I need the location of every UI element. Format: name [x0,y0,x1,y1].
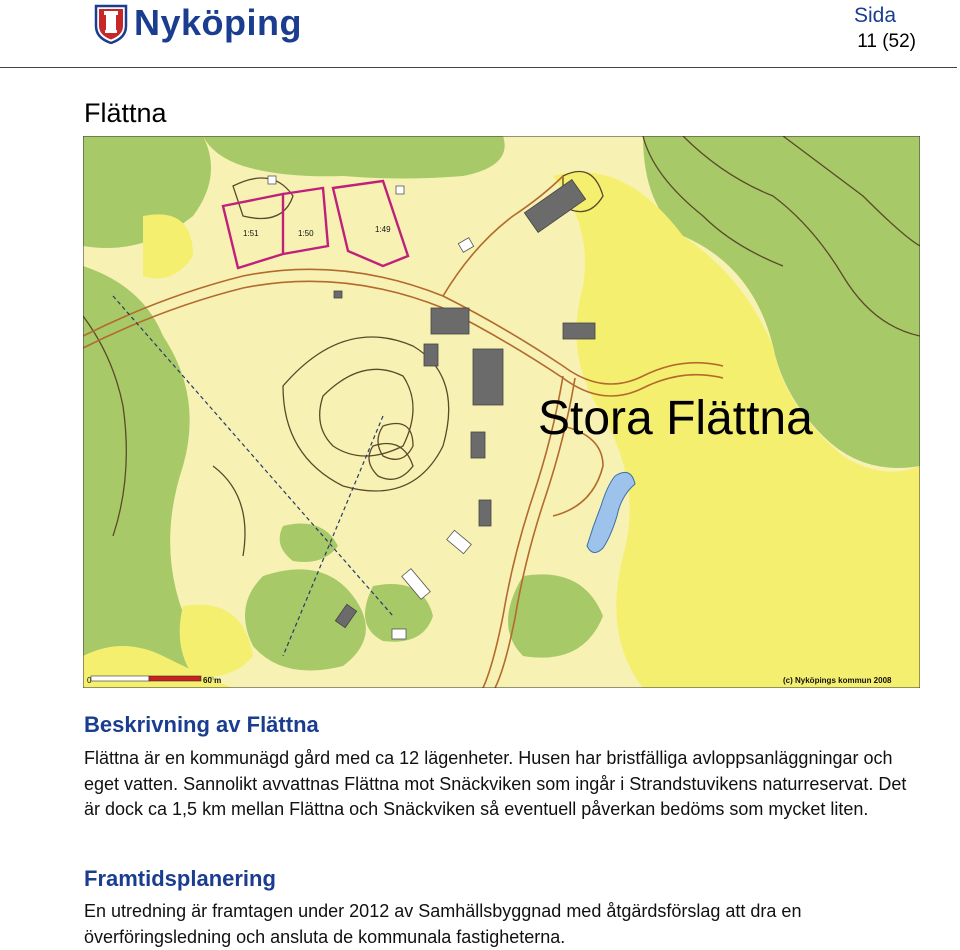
header-divider [0,67,957,68]
page-header [0,0,960,70]
property-map [83,136,920,688]
scale-end: 60 m [203,676,222,685]
nykoping-crest-icon [94,4,128,44]
page-number: 11 (52) [857,31,916,52]
section-heading-description: Beskrivning av Flättna [84,712,319,737]
map-copyright: (c) Nyköpings kommun 2008 [783,676,892,685]
lot-label: 1:50 [298,229,314,238]
page-label: Sida [853,4,896,27]
lot-label: 1:49 [375,225,391,234]
section-heading-planning: Framtidsplanering [84,866,276,891]
section-body-description: Flättna är en kommunägd gård med ca 12 lägenheter. Husen har bristfälliga avloppsanläggningar och eget vatten. Sannolikt avvattnas Flättna mot Snäckviken som ingår i Strandstuvikens naturreservat. Det är dock ca 1,5 km mellan Flättna och Snäckviken så eventuell påverkan bedöms som mycket liten. [84,748,907,819]
logo-text: Nyköping [134,2,303,43]
scale-start: 0 [87,676,92,685]
lot-label: 1:51 [243,229,259,238]
place-label: Stora Flättna [538,392,813,445]
page-title: Flättna [84,98,167,128]
section-body-planning: En utredning är framtagen under 2012 av Samhällsbyggnad med åtgärdsförslag att dra en överföringsledning och ansluta de kommunala fastigheterna. [84,901,802,947]
